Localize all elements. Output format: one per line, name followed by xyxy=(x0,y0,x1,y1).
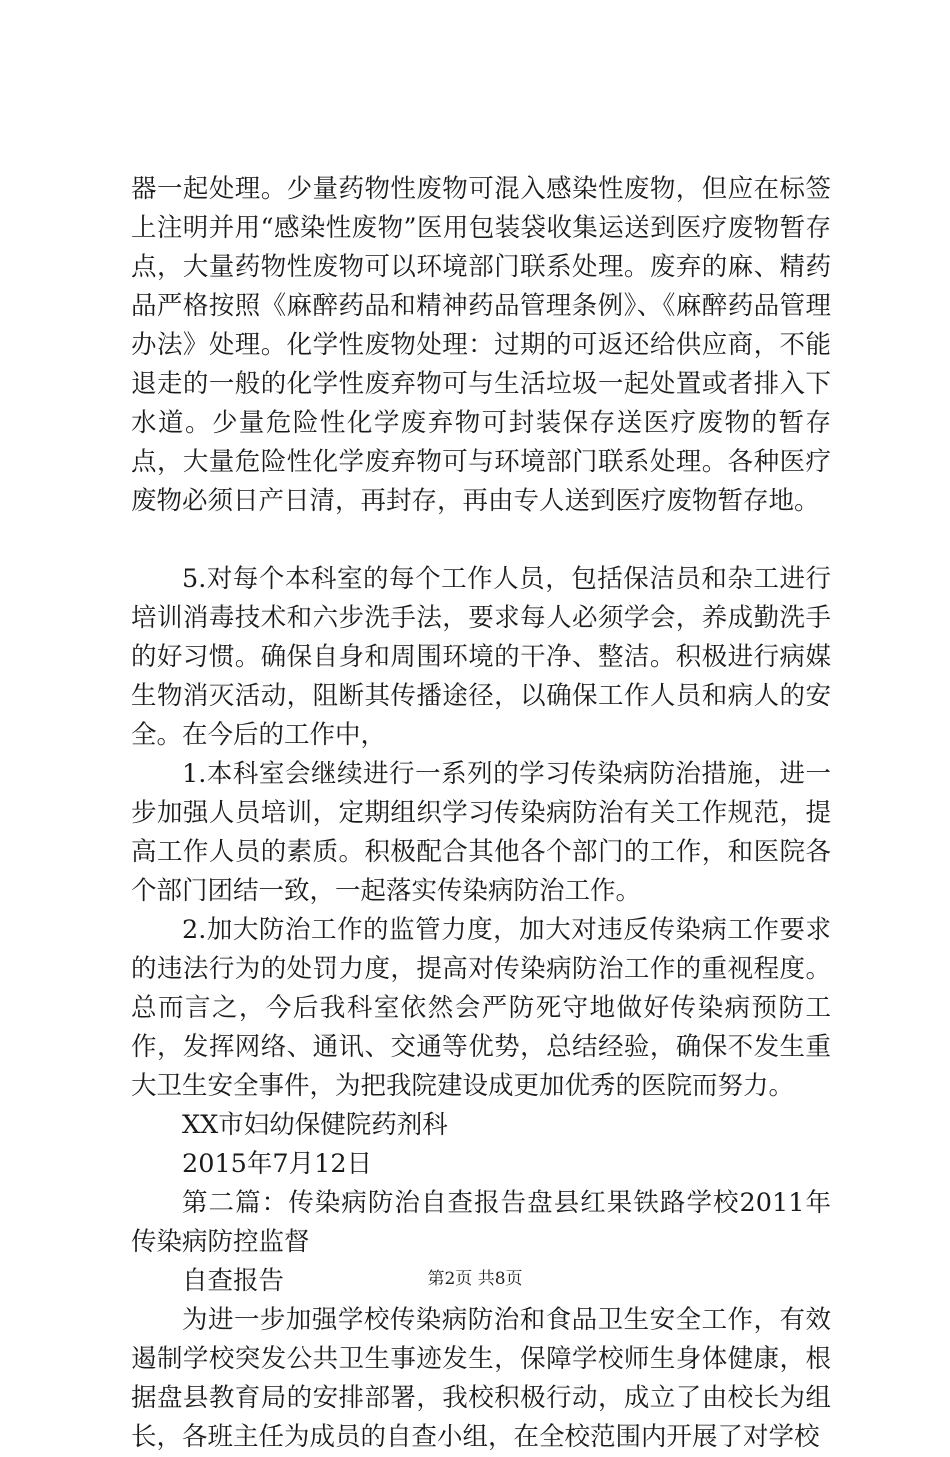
page-number-label: 第2页 共8页 xyxy=(427,1269,523,1289)
paragraph-school-inspection: 为进一步加强学校传染病防治和食品卫生安全工作，有效遏制学校突发公共卫生事迹发生，保障学校师生身体健康，根据盘县教育局的安排部署，我校积极行动，成立了由校长为组长，各班主任为成员的自查小组，在全校范围内开展了对学校 xyxy=(131,1305,831,1452)
paragraph-gap xyxy=(131,521,831,560)
signature-line: XX市妇幼保健院药剂科 xyxy=(182,1110,448,1140)
part-two-title: 第二篇：传染病防治自查报告盘县红果铁路学校2011年传染病防控监督 xyxy=(131,1188,831,1257)
paragraph-item-2: 2.加大防治工作的监管力度，加大对违反传染病工作要求的违法行为的处罚力度，提高对传染病防治工作的重视程度。总而言之，今后我科室依然会严防死守地做好传染病预防工作，发挥网络、通讯、交通等优势，总结经验，确保不发生重大卫生安全事件，为把我院建设成更加优秀的医院而努力。 xyxy=(131,915,831,1101)
date-line: 2015年7月12日 xyxy=(182,1149,373,1179)
page-footer xyxy=(0,1268,950,1290)
paragraph-waste-disposal: 器一起处理。少量药物性废物可混入感染性废物，但应在标签上注明并用“感染性废物”医用包装袋收集运送到医疗废物暂存点，大量药物性废物可以环境部门联系处理。废弃的麻、精药品严格按照《麻醉药品和精神药品管理条例》、《麻醉药品管理办法》处理。化学性废物处理：过期的可返还给供应商，不能退走的一般的化学性废弃物可与生活垃圾一起处置或者排入下水道。少量危险性化学废弃物可封装保存送医疗废物的暂存点，大量危险性化学废弃物可与环境部门联系处理。各种医疗废物必须日产日清，再封存，再由专人送到医疗废物暂存地。 xyxy=(131,174,831,516)
paragraph-training: 5.对每个本科室的每个工作人员，包括保洁员和杂工进行培训消毒技术和六步洗手法，要求每人必须学会，养成勤洗手的好习惯。确保自身和周围环境的干净、整洁。积极进行病媒生物消灭活动，阻断其传播途径，以确保工作人员和病人的安全。在今后的工作中， xyxy=(131,564,831,750)
document-body xyxy=(131,170,831,1457)
part-two-subtitle: 自查报告 xyxy=(182,1266,285,1296)
paragraph-item-1: 1.本科室会继续进行一系列的学习传染病防治措施，进一步加强人员培训，定期组织学习传染病防治有关工作规范，提高工作人员的素质。积极配合其他各个部门的工作，和医院各个部门团结一致，一起落实传染病防治工作。 xyxy=(131,759,831,906)
